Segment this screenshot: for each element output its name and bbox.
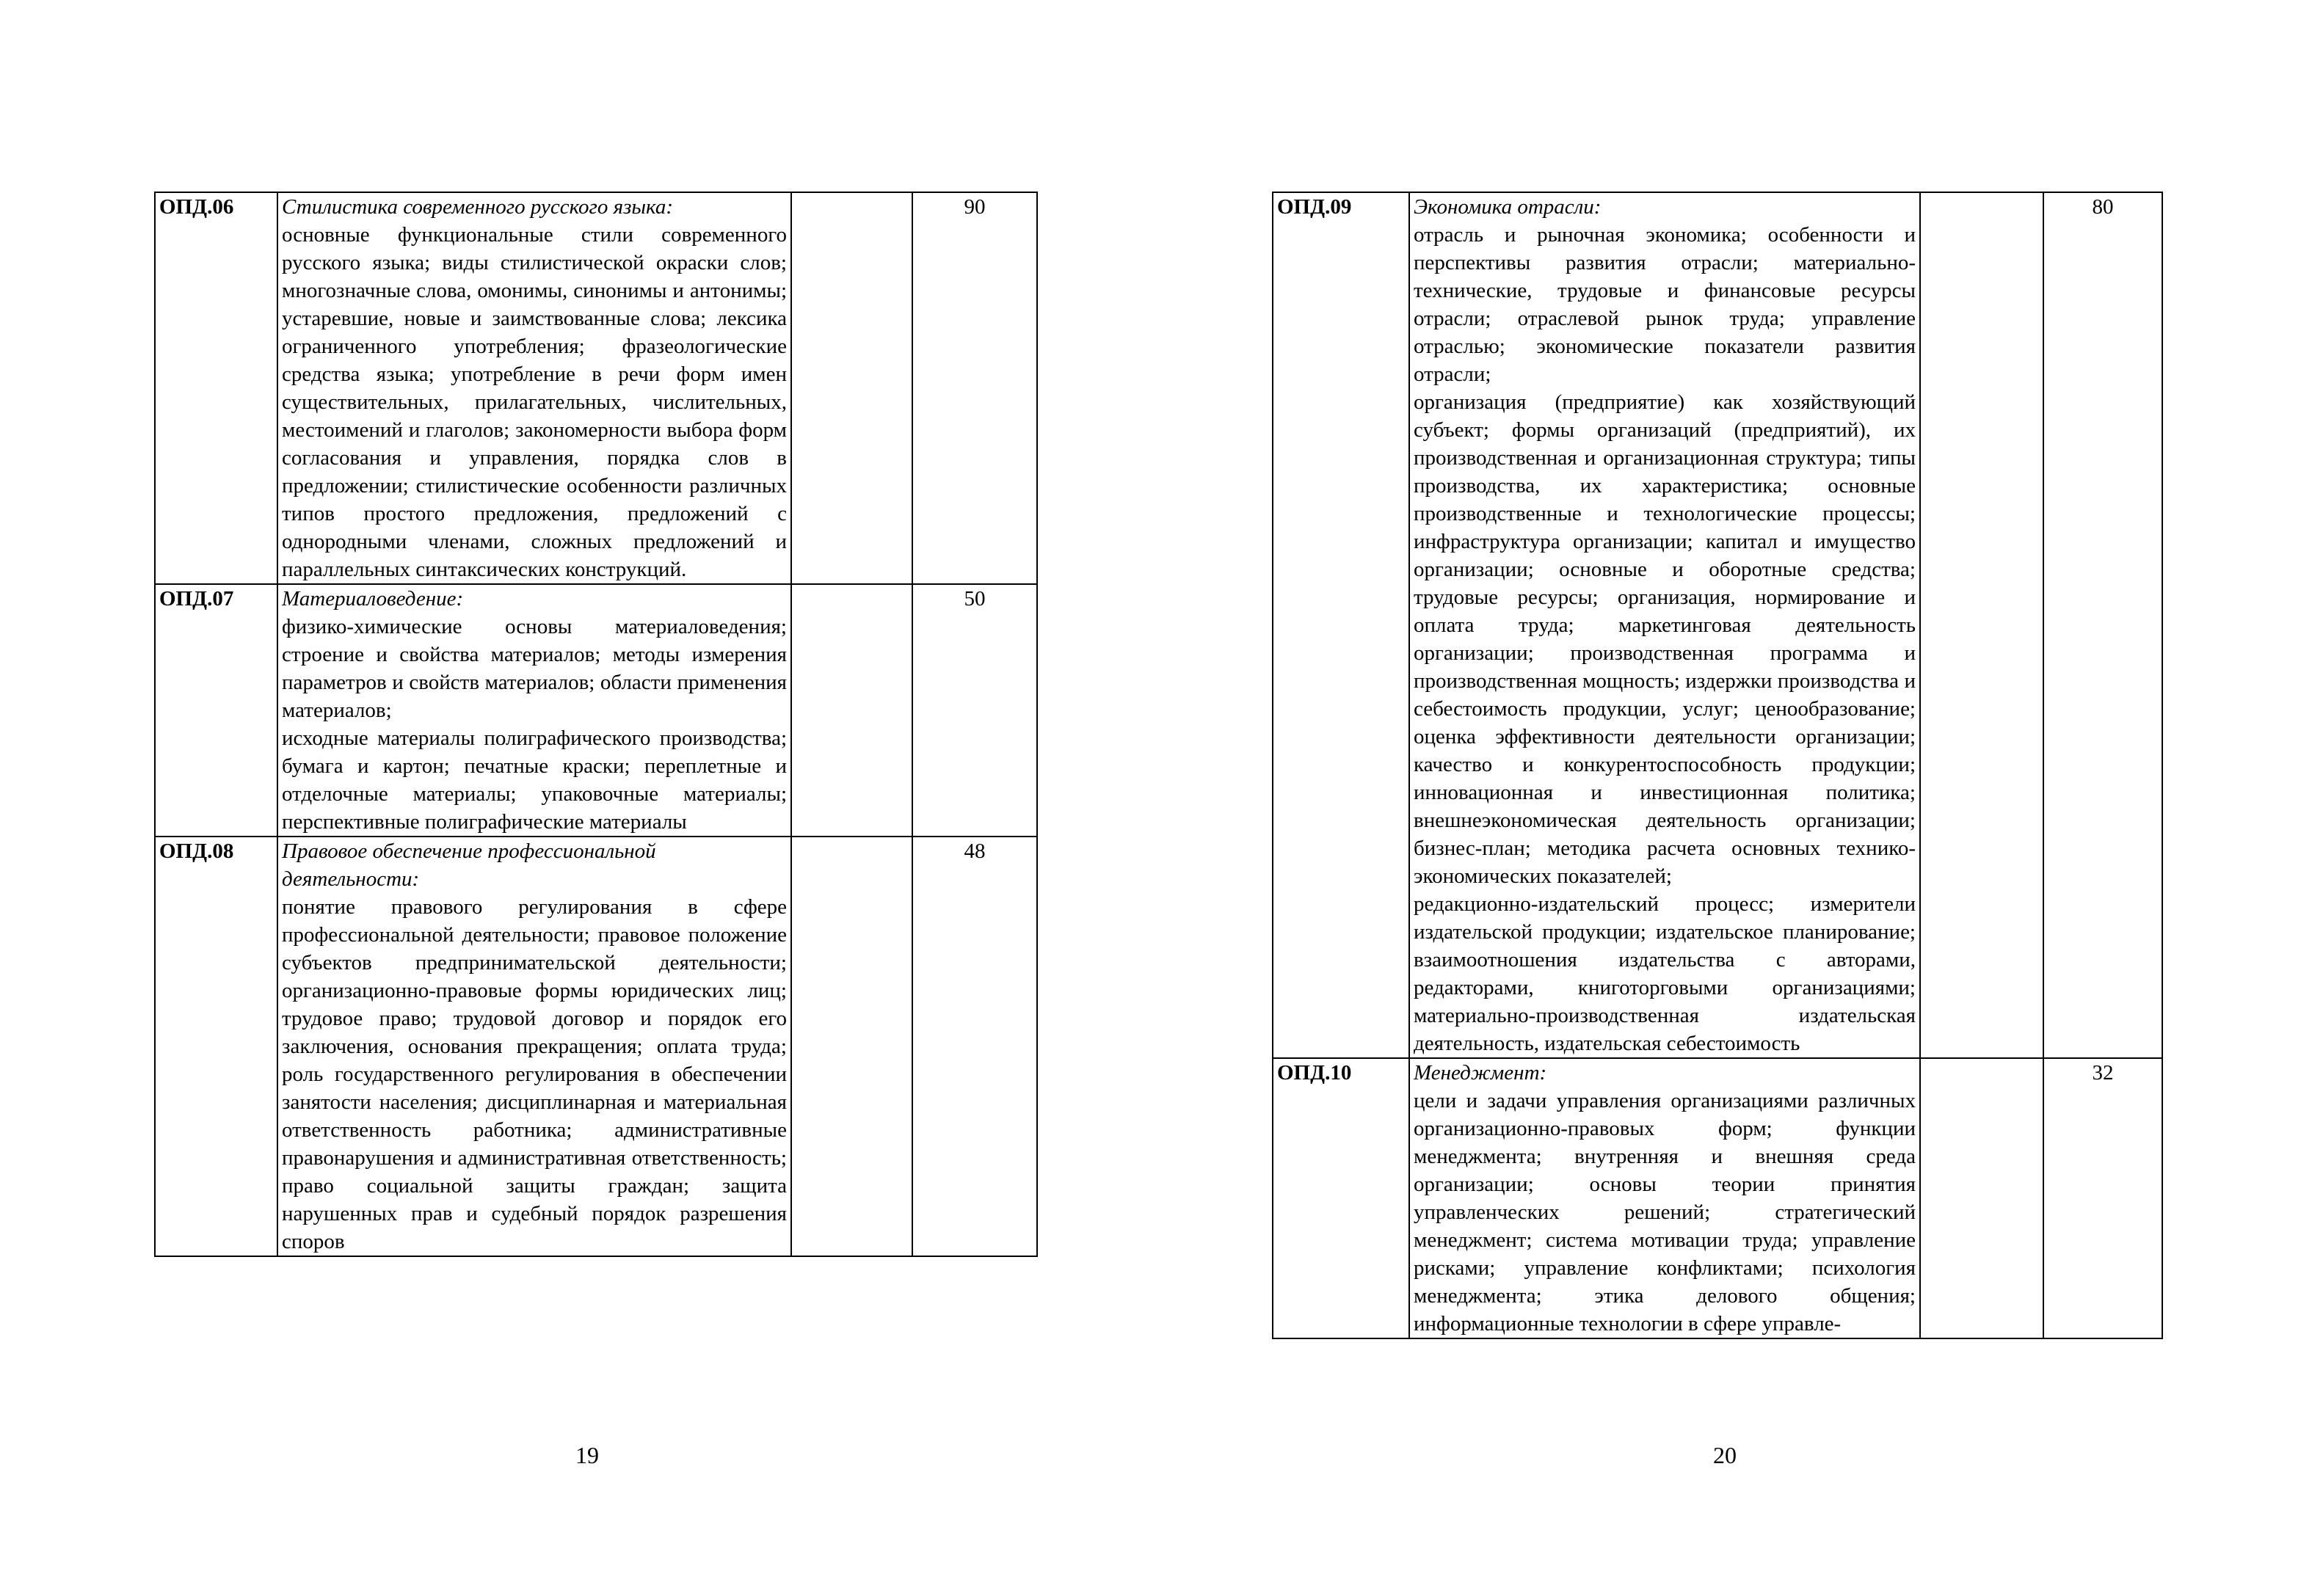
curriculum-table-right bbox=[1272, 192, 2163, 1339]
empty-column bbox=[1920, 192, 2043, 1058]
table-row bbox=[155, 584, 1037, 837]
discipline-content-3: редакционно-издательский процесс; измерители издательской продукции; издательское планирование; взаимоотношения издательства с авторами, редакторами, книготорговыми организациями; материально-производственная издательская деятельность, издательская себестоимость bbox=[1414, 892, 1916, 1055]
discipline-content: отрасль и рыночная экономика; особенности и перспективы развития отрасли; материально-технические, трудовые и финансовые ресурсы отрасли; отраслевой рынок труда; управление отраслью; экономические показатели развития отрасли; bbox=[1414, 223, 1916, 386]
discipline-code: ОПД.06 bbox=[155, 192, 277, 584]
discipline-code: ОПД.08 bbox=[155, 837, 277, 1256]
curriculum-table-left bbox=[154, 192, 1038, 1257]
discipline-content-2: исходные материалы полиграфического производства; бумага и картон; печатные краски; переплетные и отделочные материалы; упаковочные материалы; перспективные полиграфические материалы bbox=[282, 726, 787, 834]
page-number: 19 bbox=[575, 1442, 599, 1468]
discipline-title: Материаловедение: bbox=[282, 587, 464, 611]
page-20 bbox=[1156, 0, 2312, 1596]
table-row bbox=[155, 837, 1037, 1256]
empty-column bbox=[791, 837, 912, 1256]
discipline-hours: 32 bbox=[2043, 1058, 2162, 1338]
empty-column bbox=[791, 584, 912, 837]
discipline-content: физико-химические основы материаловедения; строение и свойства материалов; методы измерения параметров и свойств материалов; области применения материалов; bbox=[282, 615, 787, 722]
discipline-description bbox=[277, 837, 791, 1256]
discipline-code: ОПД.07 bbox=[155, 584, 277, 837]
discipline-content: цели и задачи управления организациями различных организационно-правовых форм; функции менеджмента; внутренняя и внешняя среда организации; основы теории принятия управленческих решений; стратегический менеджмент; система мотивации труда; управление рисками; управление конфликтами; психология менеджмента; этика делового общения; информационные технологии в сфере управле- bbox=[1414, 1089, 1916, 1336]
discipline-code: ОПД.09 bbox=[1273, 192, 1409, 1058]
discipline-content: понятие правового регулирования в сфере профессиональной деятельности; правовое положение субъектов предпринимательской деятельности; организационно-правовые формы юридических лиц; трудовое право; трудовой договор и порядок его заключения, основания прекращения; оплата труда; роль государственного регулирования в обеспечении занятости населения; дисциплинарная и материальная ответственность работника; административные правонарушения и административная ответственность; право социальной защиты граждан; защита нарушенных прав и судебный порядок разрешения споров bbox=[282, 895, 787, 1253]
discipline-hours: 48 bbox=[912, 837, 1037, 1256]
discipline-content-2: организация (предприятие) как хозяйствующий субъект; формы организаций (предприятий), их производственная и организационная структура; типы производства, их характеристика; основные производственные и технологические процессы; инфраструктура организации; капитал и имущество организации; основные и оборотные средства; трудовые ресурсы; организация, нормирование и оплата труда; маркетинговая деятельность организации; производственная программа и производственная мощность; издержки производства и себестоимость продукции, услуг; ценообразование; оценка эффективности деятельности организации; качество и конкурентоспособность продукции; инновационная и инвестиционная политика; внешнеэкономическая деятельность организации; бизнес-план; методика расчета основных технико-экономических показателей; bbox=[1414, 390, 1916, 888]
discipline-title: Менеджмент: bbox=[1414, 1061, 1547, 1085]
page-number: 20 bbox=[1713, 1442, 1737, 1468]
discipline-hours: 90 bbox=[912, 192, 1037, 584]
empty-column bbox=[791, 192, 912, 584]
table-row bbox=[1273, 1058, 2162, 1338]
discipline-description bbox=[277, 192, 791, 584]
discipline-title: Экономика отрасли: bbox=[1414, 195, 1602, 219]
table-row bbox=[1273, 192, 2162, 1058]
empty-column bbox=[1920, 1058, 2043, 1338]
table-row bbox=[155, 192, 1037, 584]
discipline-hours: 50 bbox=[912, 584, 1037, 837]
discipline-code: ОПД.10 bbox=[1273, 1058, 1409, 1338]
discipline-hours: 80 bbox=[2043, 192, 2162, 1058]
discipline-title: Правовое обеспечение профессиональной деятельности: bbox=[282, 839, 656, 891]
discipline-description bbox=[277, 584, 791, 837]
discipline-description bbox=[1409, 1058, 1920, 1338]
discipline-description bbox=[1409, 192, 1920, 1058]
discipline-content: основные функциональные стили современного русского языка; виды стилистической окраски слов; многозначные слова, омонимы, синонимы и антонимы; устаревшие, новые и заимствованные слова; лексика ограниченного употребления; фразеологические средства языка; употребление в речи форм имен существительных, прилагательных, числительных, местоимений и глаголов; закономерности выбора форм согласования и управления, порядка слов в предложении; стилистические особенности различных типов простого предложения, предложений с однородными членами, сложных предложений и параллельных синтаксических конструкций. bbox=[282, 223, 787, 581]
discipline-title: Стилистика современного русского языка: bbox=[282, 195, 674, 219]
